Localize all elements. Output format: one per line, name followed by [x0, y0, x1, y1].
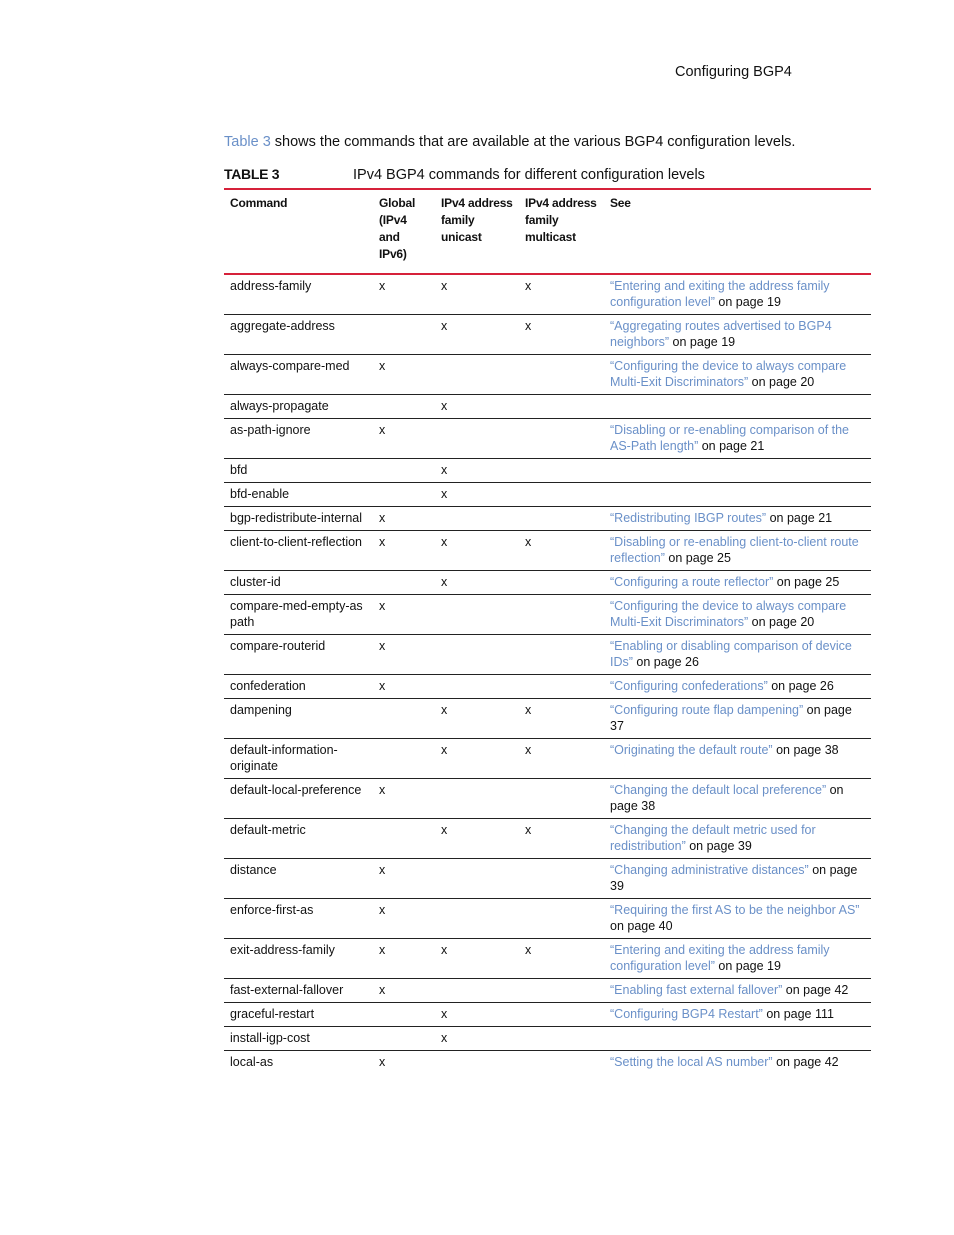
global-cell: x [373, 355, 435, 395]
see-reference-link[interactable]: “Configuring a route reflector” [610, 575, 774, 589]
see-cell [604, 1027, 871, 1051]
command-cell: default-information-originate [224, 739, 373, 779]
unicast-cell [435, 1051, 519, 1075]
see-page-reference: on page 20 [748, 375, 815, 389]
global-cell: x [379, 1055, 386, 1069]
see-page-reference: on page 39 [685, 839, 752, 853]
see-cell [604, 939, 871, 979]
table-row [224, 979, 871, 1003]
global-cell: x [373, 979, 435, 1003]
global-cell [373, 1027, 435, 1051]
global-cell [373, 459, 435, 483]
see-cell [604, 859, 871, 899]
command-cell: enforce-first-as [224, 899, 373, 939]
command-cell: bgp-redistribute-internal [224, 507, 373, 531]
bgp4-commands-table [224, 188, 871, 1074]
column-header-unicast: IPv4 address family unicast [441, 196, 513, 244]
table-row [224, 939, 871, 979]
command-cell: default-local-preference [224, 779, 373, 819]
see-page-reference: on page 38 [610, 783, 844, 813]
global-cell [373, 315, 435, 355]
multicast-cell [519, 1051, 604, 1075]
table-row [224, 1027, 871, 1051]
table-row [224, 419, 871, 459]
see-page-reference: on page 25 [773, 575, 840, 589]
table-row [224, 571, 871, 595]
see-page-reference: on page 40 [610, 919, 673, 933]
see-reference-link[interactable]: “Requiring the first AS to be the neighbor AS” [610, 903, 860, 917]
unicast-cell: x [435, 1027, 519, 1051]
see-cell [604, 571, 871, 595]
unicast-cell [435, 899, 519, 939]
multicast-cell [519, 899, 604, 939]
global-cell: x [373, 635, 435, 675]
table-row [224, 819, 871, 859]
global-cell [373, 1003, 435, 1027]
command-cell: bfd-enable [224, 483, 373, 507]
multicast-cell [519, 395, 604, 419]
unicast-cell [435, 419, 519, 459]
unicast-cell [435, 635, 519, 675]
see-reference-link[interactable]: “Disabling or re-enabling client-to-client route reflection” [610, 535, 859, 565]
column-header-command: Command [230, 196, 288, 210]
command-cell: compare-med-empty-as path [224, 595, 373, 635]
command-cell: local-as [230, 1055, 274, 1069]
table-row [224, 675, 871, 699]
see-reference-link[interactable]: “Changing administrative distances” [610, 863, 809, 877]
unicast-cell [435, 355, 519, 395]
unicast-cell [435, 675, 519, 699]
multicast-cell: x [519, 819, 604, 859]
table-caption-label: TABLE 3 [224, 166, 280, 182]
unicast-cell [435, 595, 519, 635]
see-reference-link[interactable]: “Enabling or disabling comparison of device IDs” [610, 639, 852, 669]
table-header-row [224, 189, 871, 274]
table-row [224, 1051, 871, 1075]
column-header-see: See [610, 196, 631, 210]
unicast-cell: x [435, 571, 519, 595]
table-row [224, 779, 871, 819]
unicast-cell [435, 979, 519, 1003]
see-cell [604, 395, 871, 419]
unicast-cell: x [435, 395, 519, 419]
see-page-reference: on page 42 [782, 983, 849, 997]
unicast-cell: x [435, 483, 519, 507]
command-cell: always-compare-med [224, 355, 373, 395]
see-cell [604, 675, 871, 699]
see-reference-link[interactable]: “Entering and exiting the address family configuration level” [610, 279, 830, 309]
global-cell: x [373, 859, 435, 899]
see-cell [604, 899, 871, 939]
see-page-reference: on page 20 [748, 615, 815, 629]
see-reference-link[interactable]: “Entering and exiting the address family configuration level” [610, 943, 830, 973]
global-cell: x [373, 779, 435, 819]
see-cell [604, 507, 871, 531]
multicast-cell [519, 507, 604, 531]
see-reference-link[interactable]: “Configuring the device to always compare Multi-Exit Discriminators” [610, 359, 847, 389]
see-reference-link[interactable]: “Configuring route flap dampening” [610, 703, 804, 717]
global-cell: x [373, 274, 435, 315]
see-page-reference: on page 19 [669, 335, 736, 349]
see-page-reference: on page 37 [610, 703, 852, 733]
see-page-reference: on page 26 [767, 679, 834, 693]
page-header-title: Configuring BGP4 [675, 64, 792, 80]
intro-paragraph [224, 134, 795, 150]
see-reference-link[interactable]: “Aggregating routes advertised to BGP4 neighbors” [610, 319, 832, 349]
table-row [224, 1003, 871, 1027]
command-cell: always-propagate [224, 395, 373, 419]
table-row [224, 699, 871, 739]
multicast-cell [519, 1003, 604, 1027]
see-page-reference: on page 26 [632, 655, 699, 669]
multicast-cell [519, 459, 604, 483]
see-page-reference: on page 25 [664, 551, 731, 565]
global-cell: x [373, 419, 435, 459]
see-reference-link[interactable]: “Configuring BGP4 Restart” [610, 1007, 763, 1021]
unicast-cell: x [435, 274, 519, 315]
table-row [224, 507, 871, 531]
table-3-link[interactable]: Table 3 [224, 134, 271, 150]
multicast-cell [519, 859, 604, 899]
multicast-cell: x [519, 699, 604, 739]
see-cell [604, 274, 871, 315]
see-reference-link[interactable]: “Setting the local AS number” [610, 1055, 773, 1069]
unicast-cell: x [435, 819, 519, 859]
see-cell [604, 1051, 871, 1075]
command-cell: fast-external-fallover [224, 979, 373, 1003]
multicast-cell [519, 675, 604, 699]
table-row [224, 355, 871, 395]
see-cell [604, 819, 871, 859]
see-cell [604, 979, 871, 1003]
see-cell [604, 531, 871, 571]
see-reference-link[interactable]: “Changing the default metric used for redistribution” [610, 823, 816, 853]
table-caption [224, 166, 871, 183]
multicast-cell [519, 1027, 604, 1051]
command-cell: graceful-restart [224, 1003, 373, 1027]
table-row [224, 483, 871, 507]
global-cell: x [373, 531, 435, 571]
see-cell [604, 355, 871, 395]
global-cell: x [373, 595, 435, 635]
multicast-cell: x [519, 739, 604, 779]
see-reference-link[interactable]: “Changing the default local preference” [610, 783, 827, 797]
command-cell: address-family [224, 274, 373, 315]
table-row [224, 899, 871, 939]
unicast-cell [435, 859, 519, 899]
table-caption-title: IPv4 BGP4 commands for different configuration levels [353, 167, 705, 183]
multicast-cell [519, 635, 604, 675]
table-row [224, 595, 871, 635]
unicast-cell: x [435, 939, 519, 979]
multicast-cell [519, 595, 604, 635]
global-cell [373, 819, 435, 859]
unicast-cell: x [435, 699, 519, 739]
table-row [224, 395, 871, 419]
see-page-reference: on page 19 [714, 959, 781, 973]
see-page-reference: on page 38 [772, 743, 839, 757]
table-row [224, 459, 871, 483]
unicast-cell [435, 507, 519, 531]
table-row [224, 739, 871, 779]
unicast-cell: x [435, 315, 519, 355]
global-cell [373, 395, 435, 419]
see-reference-link[interactable]: “Enabling fast external fallover” [610, 983, 783, 997]
multicast-cell [519, 979, 604, 1003]
multicast-cell: x [519, 274, 604, 315]
see-cell [604, 779, 871, 819]
column-header-multicast: IPv4 address family multicast [525, 196, 597, 244]
global-cell [373, 739, 435, 779]
global-cell [373, 571, 435, 595]
see-cell [604, 459, 871, 483]
unicast-cell: x [435, 739, 519, 779]
unicast-cell [435, 779, 519, 819]
command-cell: confederation [224, 675, 373, 699]
see-page-reference: on page 39 [610, 863, 858, 893]
multicast-cell [519, 571, 604, 595]
multicast-cell [519, 779, 604, 819]
command-cell: default-metric [224, 819, 373, 859]
multicast-cell: x [519, 939, 604, 979]
command-cell: client-to-client-reflection [224, 531, 373, 571]
multicast-cell: x [519, 315, 604, 355]
command-cell: compare-routerid [224, 635, 373, 675]
command-cell: distance [224, 859, 373, 899]
multicast-cell: x [519, 531, 604, 571]
table-row [224, 274, 871, 315]
see-reference-link[interactable]: “Configuring the device to always compare Multi-Exit Discriminators” [610, 599, 847, 629]
command-cell: cluster-id [224, 571, 373, 595]
see-page-reference: on page 111 [762, 1007, 834, 1021]
see-page-reference: on page 42 [772, 1055, 839, 1069]
global-cell [373, 699, 435, 739]
see-cell [604, 483, 871, 507]
see-page-reference: on page 21 [766, 511, 833, 525]
see-page-reference: on page 19 [714, 295, 781, 309]
see-reference-link[interactable]: “Configuring confederations” [610, 679, 768, 693]
intro-text: shows the commands that are available at the various BGP4 configuration levels. [270, 134, 796, 150]
see-reference-link[interactable]: “Disabling or re-enabling comparison of the AS-Path length” [610, 423, 850, 453]
global-cell: x [373, 507, 435, 531]
command-cell: install-igp-cost [224, 1027, 373, 1051]
column-header-global: Global (IPv4 and IPv6) [379, 196, 416, 261]
table-row [224, 315, 871, 355]
see-cell [604, 739, 871, 779]
see-cell [604, 1003, 871, 1027]
table-row [224, 859, 871, 899]
see-reference-link[interactable]: “Originating the default route” [610, 743, 773, 757]
global-cell: x [373, 899, 435, 939]
unicast-cell: x [435, 459, 519, 483]
unicast-cell: x [435, 531, 519, 571]
command-cell: as-path-ignore [224, 419, 373, 459]
global-cell [373, 483, 435, 507]
command-cell: bfd [224, 459, 373, 483]
see-cell [604, 315, 871, 355]
see-cell [604, 595, 871, 635]
multicast-cell [519, 483, 604, 507]
see-cell [604, 419, 871, 459]
global-cell: x [373, 675, 435, 699]
table-row [224, 531, 871, 571]
table-row [224, 635, 871, 675]
see-cell [604, 699, 871, 739]
see-cell [604, 635, 871, 675]
multicast-cell [519, 419, 604, 459]
unicast-cell: x [435, 1003, 519, 1027]
see-reference-link[interactable]: “Redistributing IBGP routes” [610, 511, 767, 525]
global-cell: x [373, 939, 435, 979]
see-page-reference: on page 21 [698, 439, 765, 453]
multicast-cell [519, 355, 604, 395]
command-cell: aggregate-address [224, 315, 373, 355]
command-cell: dampening [224, 699, 373, 739]
command-cell: exit-address-family [224, 939, 373, 979]
